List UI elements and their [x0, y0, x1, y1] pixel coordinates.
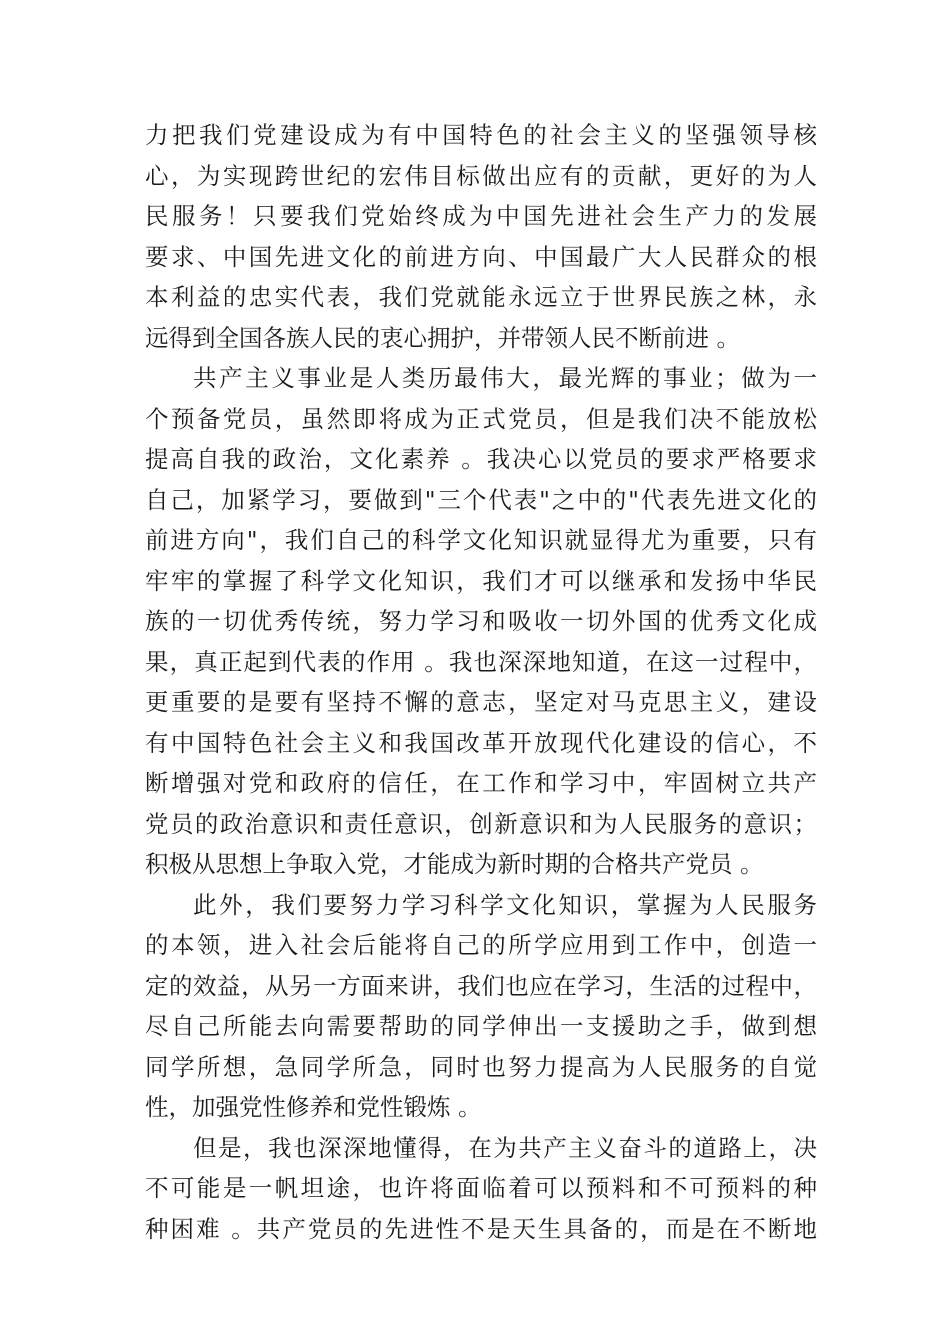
text-line: 远得到全国各族人民的衷心拥护，并带领人民不断前进 。 [145, 323, 740, 352]
paragraph [145, 885, 817, 1128]
text-line: 力把我们党建设成为有中国特色的社会主义的坚强领导核 [145, 121, 817, 149]
text-line: 提高自我的政治，文化素养 。我决心以党员的要求严格要求 [145, 445, 817, 473]
text-line: 有中国特色社会主义和我国改革开放现代化建设的信心，不 [145, 728, 817, 757]
text-line: 尽自己所能去向需要帮助的同学伸出一支援助之手，做到想 [145, 1012, 817, 1040]
text-line: 的本领，进入社会后能将自己的所学应用到工作中，创造一 [145, 931, 817, 959]
text-line: 民服务！只要我们党始终成为中国先进社会生产力的发展 [145, 202, 817, 230]
text-line: 更重要的是要有坚持不懈的意志，坚定对马克思主义，建设 [145, 688, 817, 716]
text-line: 要求、中国先进文化的前进方向、中国最广大人民群众的根 [145, 242, 817, 271]
text-line: 党员的政治意识和责任意识，创新意识和为人民服务的意识； [145, 809, 817, 838]
text-line: 前进方向"，我们自己的科学文化知识就显得尤为重要，只有 [145, 526, 817, 554]
text-line: 此外，我们要努力学习科学文化知识，掌握为人民服务 [193, 890, 817, 919]
text-line: 积极从思想上争取入党，才能成为新时期的合格共产党员 。 [145, 850, 764, 878]
text-line: 本利益的忠实代表，我们党就能永远立于世界民族之林，永 [145, 283, 817, 311]
text-line: 果，真正起到代表的作用 。我也深深地知道，在这一过程中， [145, 647, 817, 676]
text-line: 牢牢的掌握了科学文化知识，我们才可以继承和发扬中华民 [145, 566, 817, 595]
text-line: 种困难 。共产党员的先进性不是天生具备的，而是在不断地 [145, 1214, 817, 1243]
text-line: 不可能是一帆坦途，也许将面临着可以预料和不可预料的种 [145, 1174, 817, 1202]
text-line: 同学所想，急同学所急，同时也努力提高为人民服务的自觉 [145, 1052, 817, 1081]
paragraph [145, 115, 817, 358]
paragraph [145, 1128, 817, 1250]
text-line: 定的效益，从另一方面来讲，我们也应在学习，生活的过程中， [145, 971, 817, 1000]
text-line: 自己，加紧学习，要做到"三个代表"之中的"代表先进文化的 [145, 485, 817, 514]
text-line: 心，为实现跨世纪的宏伟目标做出应有的贡献，更好的为人 [145, 161, 817, 190]
text-line: 性，加强党性修养和党性锻炼 。 [145, 1093, 482, 1121]
paragraph [145, 358, 817, 885]
text-line: 但是，我也深深地懂得，在为共产主义奋斗的道路上，决 [193, 1133, 817, 1162]
text-line: 共产主义事业是人类历最伟大，最光辉的事业；做为一 [193, 364, 817, 392]
text-line: 断增强对党和政府的信任，在工作和学习中，牢固树立共产 [145, 769, 817, 797]
text-line: 族的一切优秀传统，努力学习和吸收一切外国的优秀文化成 [145, 607, 817, 635]
document-body [145, 115, 817, 1249]
text-line: 个预备党员，虽然即将成为正式党员，但是我们决不能放松 [145, 404, 817, 433]
